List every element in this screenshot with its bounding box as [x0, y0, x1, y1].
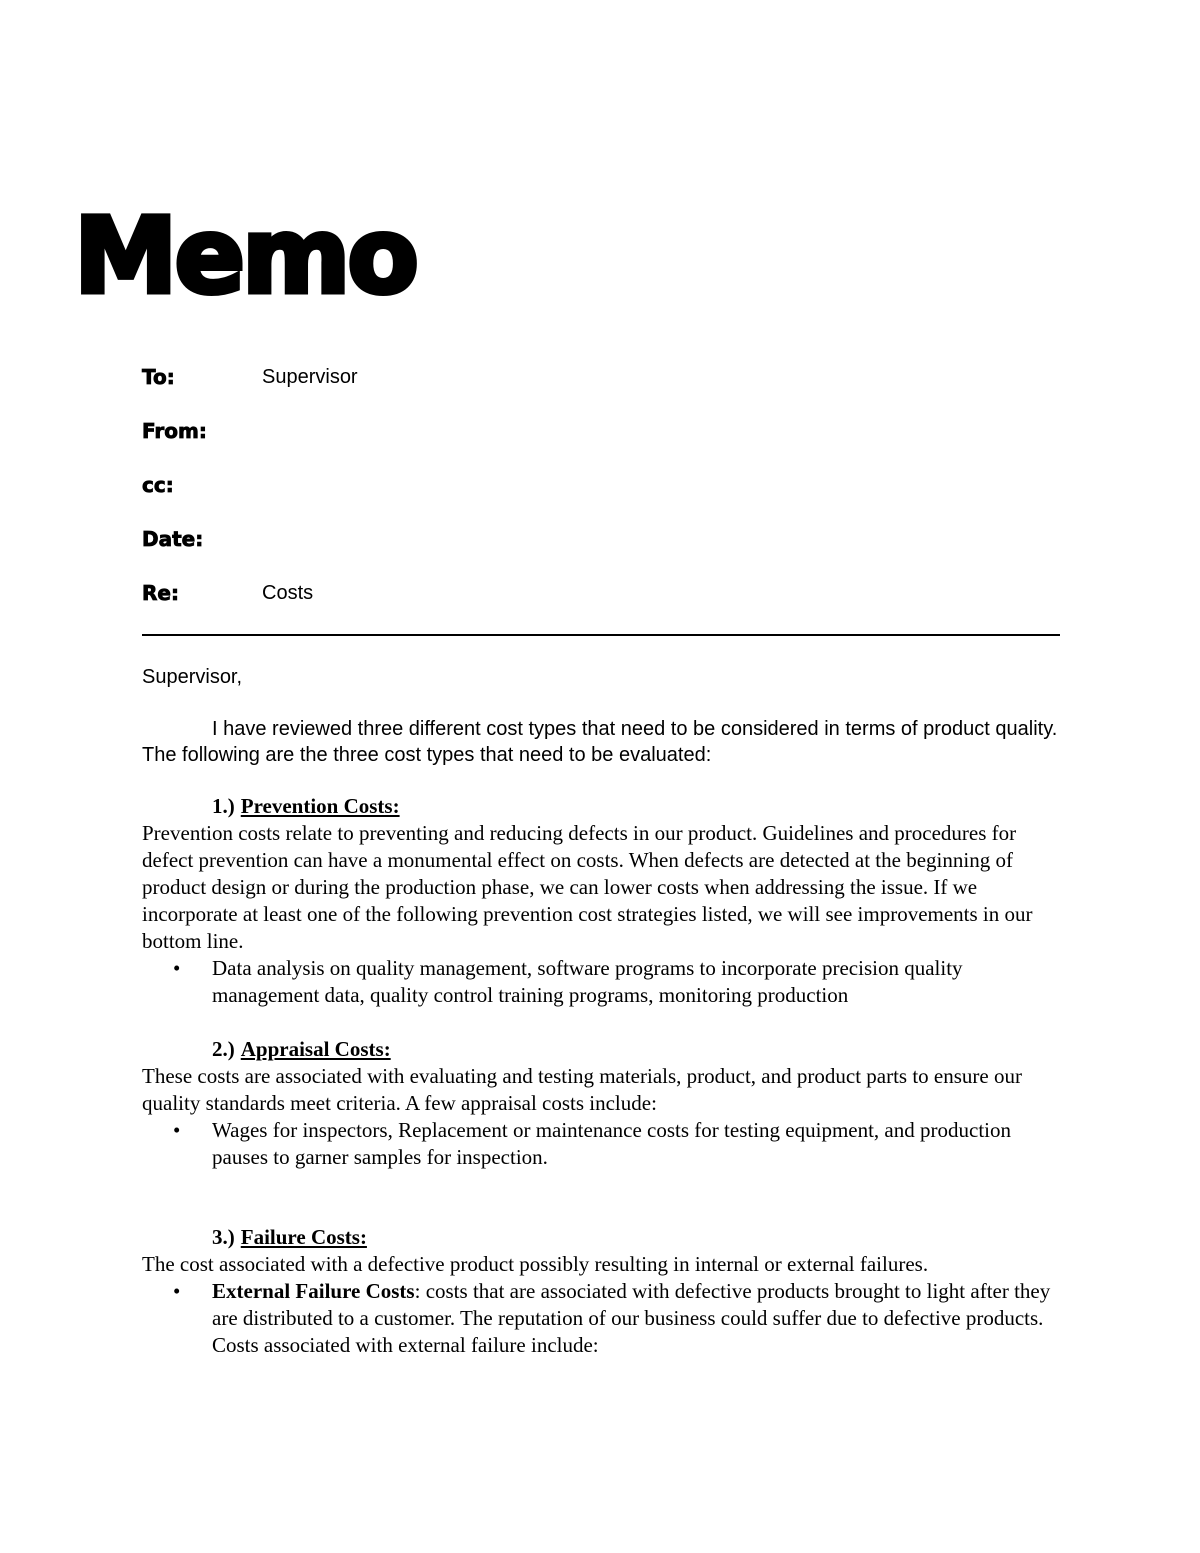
- section-number: 2.): [212, 1037, 235, 1061]
- field-to-label: To:: [142, 365, 175, 389]
- bullet-icon: •: [173, 1118, 181, 1142]
- list-item-text: Data analysis on quality management, software programs to incorporate precision quality management data, quality control training programs, monitoring production: [212, 956, 963, 1007]
- section-heading: [212, 793, 1060, 820]
- section-number: 3.): [212, 1225, 235, 1249]
- list-item: [142, 1278, 1060, 1359]
- memo-title: Memo: [74, 195, 416, 317]
- bullet-icon: •: [173, 956, 181, 980]
- bullet-list: [142, 1117, 1060, 1171]
- field-from-label: From:: [142, 419, 207, 443]
- list-item-text: : costs that are associated with defective products brought to light after they are distributed to a customer. The reputation of our business could suffer due to defective products. Costs associated with external failure include:: [212, 1279, 1051, 1357]
- field-date: [142, 525, 1060, 579]
- intro-paragraph: I have reviewed three different cost types that need to be considered in terms of product quality. The following are the three cost types that need to be evaluated:: [142, 718, 1058, 766]
- field-date-label: Date:: [142, 527, 204, 551]
- section-text: The cost associated with a defective product possibly resulting in internal or external failures.: [142, 1252, 929, 1276]
- field-cc: [142, 471, 1060, 525]
- field-to-value: Supervisor: [262, 366, 358, 388]
- header-divider: [142, 634, 1060, 636]
- list-item-bold-term: External Failure Costs: [212, 1279, 415, 1303]
- section-number: 1.): [212, 794, 235, 818]
- list-item: [142, 1117, 1060, 1171]
- section-text: Prevention costs relate to preventing and reducing defects in our product. Guidelines and procedures for defect prevention can have a monumental effect on costs. When defects are detected at the beginning of product design or during the production phase, we can lower costs when addressing the issue. If we incorporate at least one of the following prevention cost strategies listed, we will see improvements in our bottom line.: [142, 821, 1033, 953]
- bullet-list: [142, 1278, 1060, 1359]
- section-title: Appraisal Costs:: [240, 1037, 391, 1061]
- section-prevention-costs: [142, 793, 1060, 1009]
- field-re-label: Re:: [142, 581, 179, 605]
- field-to: [142, 363, 1060, 417]
- greeting: Supervisor,: [142, 666, 243, 688]
- section-heading: [212, 1036, 1060, 1063]
- field-re: [142, 579, 1060, 633]
- bullet-list: [142, 955, 1060, 1009]
- field-from: [142, 417, 1060, 471]
- memo-header-fields: [142, 363, 1060, 633]
- section-failure-costs: [142, 1224, 1060, 1359]
- field-cc-label: cc:: [142, 473, 174, 497]
- bullet-icon: •: [173, 1279, 181, 1303]
- list-item-text: Wages for inspectors, Replacement or maintenance costs for testing equipment, and production pauses to garner samples for inspection.: [212, 1118, 1011, 1169]
- section-heading: [212, 1224, 1060, 1251]
- section-text: These costs are associated with evaluating and testing materials, product, and product parts to ensure our quality standards meet criteria. A few appraisal costs include:: [142, 1064, 1022, 1115]
- list-item: [142, 955, 1060, 1009]
- section-title: Prevention Costs:: [240, 794, 400, 818]
- field-re-value: Costs: [262, 582, 314, 604]
- section-title: Failure Costs:: [240, 1225, 367, 1249]
- section-appraisal-costs: [142, 1036, 1060, 1171]
